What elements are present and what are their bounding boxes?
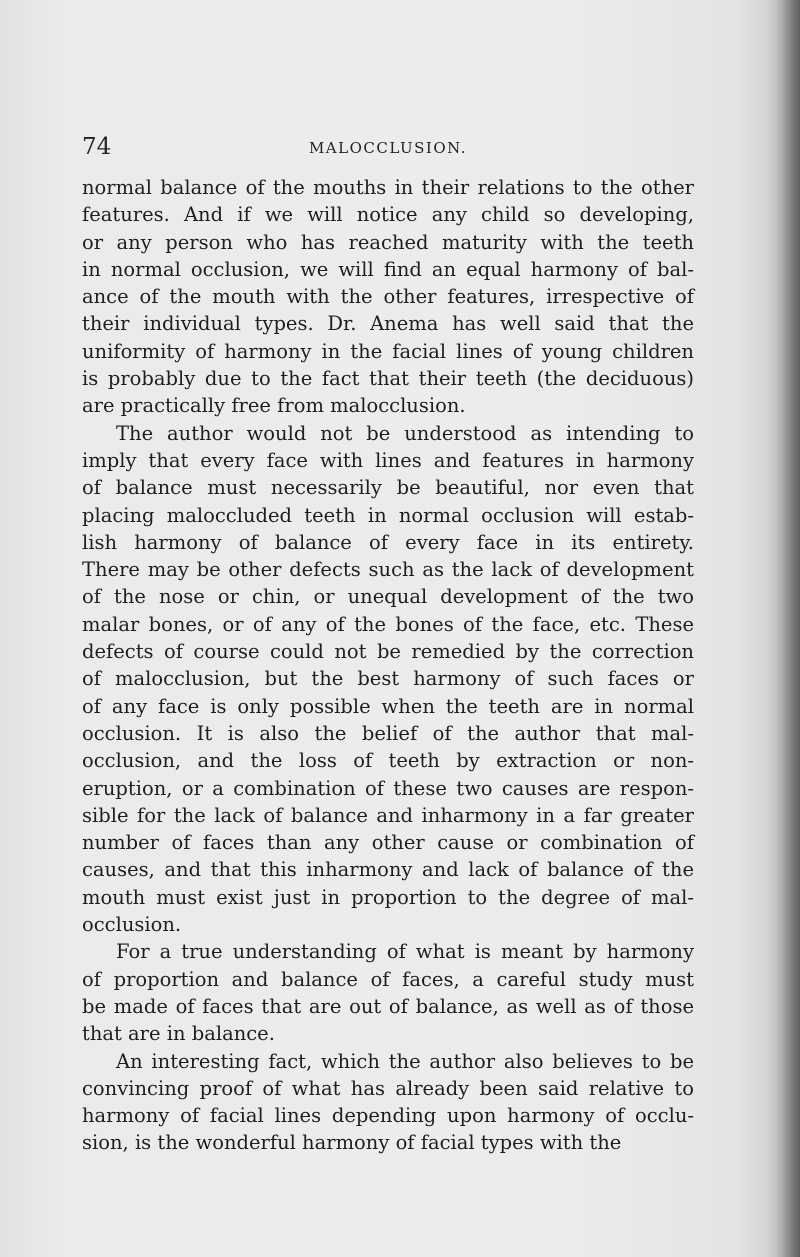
text-line: mouth must exist just in proportion to the degree of mal- <box>82 885 694 909</box>
paragraph <box>82 420 694 939</box>
page-gutter-shadow <box>766 0 800 1257</box>
text-line: normal balance of the mouths in their relations to the other <box>82 176 694 199</box>
text-line: occlusion. <box>82 913 182 937</box>
text-line: lish harmony of balance of every face in its entirety. <box>82 530 694 554</box>
text-line: malar bones, or of any of the bones of the face, etc. These <box>82 612 694 636</box>
text-line: An interesting fact, which the author also believes to be <box>116 1049 694 1073</box>
paragraph <box>82 938 694 1047</box>
text-line: convincing proof of what has already been said relative to <box>82 1076 694 1100</box>
text-line: defects of course could not be remedied by the correction <box>82 640 694 664</box>
text-line: harmony of facial lines depending upon harmony of occlu- <box>82 1104 694 1128</box>
text-line: their individual types. Dr. Anema has well said that the <box>82 312 694 336</box>
text-line: are practically free from malocclusion. <box>82 394 466 418</box>
text-line: uniformity of harmony in the facial lines of young children <box>82 339 694 363</box>
text-line: The author would not be understood as intending to <box>116 421 694 445</box>
text-line: of proportion and balance of faces, a careful study must <box>82 967 694 991</box>
text-line: of malocclusion, but the best harmony of such faces or <box>82 667 694 691</box>
text-line: sion, is the wonderful harmony of facial types with the <box>82 1131 622 1155</box>
text-line: sible for the lack of balance and inharmony in a far greater <box>82 803 694 827</box>
text-line: eruption, or a combination of these two causes are respon- <box>82 776 694 800</box>
text-line: of the nose or chin, or unequal development of the two <box>82 585 694 609</box>
text-line: be made of faces that are out of balance, as well as of those <box>82 994 694 1018</box>
text-line: of any face is only possible when the teeth are in normal <box>82 694 694 718</box>
text-line: placing maloccluded teeth in normal occlusion will estab- <box>82 503 694 527</box>
text-line: There may be other defects such as the lack of development <box>82 558 694 582</box>
paragraph <box>82 174 694 420</box>
running-head: MALOCCLUSION. <box>308 139 468 157</box>
text-line: of balance must necessarily be beautiful, nor even that <box>82 476 694 500</box>
text-line: For a true understanding of what is meant by harmony <box>116 940 694 964</box>
body-text <box>82 174 694 1157</box>
text-line: number of faces than any other cause or combination of <box>82 831 694 855</box>
text-line: that are in balance. <box>82 1022 275 1046</box>
text-line: is probably due to the fact that their teeth (the deciduous) <box>82 367 694 391</box>
text-line: occlusion. It is also the belief of the author that mal- <box>82 721 694 745</box>
page-number: 74 <box>82 134 112 160</box>
text-line: ance of the mouth with the other features, irrespective of <box>82 285 694 309</box>
text-line: occlusion, and the loss of teeth by extraction or non- <box>82 749 694 773</box>
text-line: in normal occlusion, we will find an equal harmony of bal- <box>82 257 694 281</box>
text-line: or any person who has reached maturity with the teeth <box>82 230 694 254</box>
page-header <box>82 132 694 164</box>
text-line: features. And if we will notice any child so developing, <box>82 203 694 227</box>
paragraph <box>82 1048 694 1157</box>
text-line: causes, and that this inharmony and lack of balance of the <box>82 858 694 882</box>
text-line: imply that every face with lines and features in harmony <box>82 448 694 472</box>
